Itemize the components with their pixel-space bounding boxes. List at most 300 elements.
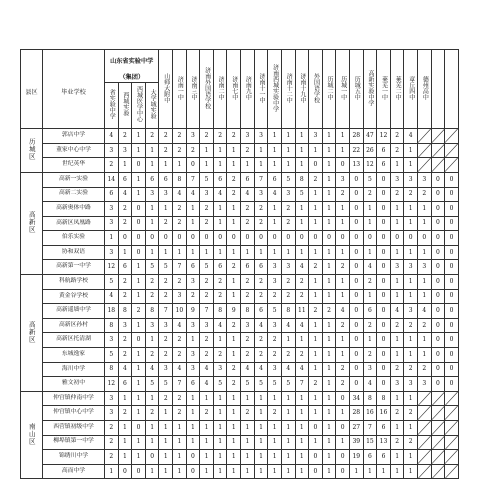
quota-cell: 1 — [363, 333, 377, 348]
quota-cell: 4 — [295, 318, 309, 333]
quota-cell: 6 — [268, 172, 282, 187]
quota-cell: 1 — [159, 450, 173, 465]
quota-cell: 1 — [132, 318, 146, 333]
quota-cell: 0 — [431, 216, 445, 231]
quota-cell: 12 — [105, 377, 119, 392]
quota-grid — [20, 49, 459, 479]
quota-cell: 0 — [132, 158, 146, 173]
school-name-cell: 仲宫镇仲南中学 — [43, 391, 105, 406]
column-header: 济南九中 — [241, 50, 255, 129]
quota-cell: 2 — [159, 129, 173, 144]
struck-cell — [431, 143, 445, 158]
quota-cell: 1 — [309, 275, 323, 290]
column-header: 济南外国语学校 — [200, 50, 214, 129]
school-name-cell: 黄金谷学校 — [43, 289, 105, 304]
quota-cell: 7 — [173, 377, 187, 392]
quota-cell: 1 — [186, 216, 200, 231]
quota-cell: 2 — [186, 143, 200, 158]
quota-cell: 3 — [118, 143, 132, 158]
quota-cell: 0 — [186, 464, 200, 479]
quota-cell: 1 — [200, 143, 214, 158]
quota-cell: 1 — [390, 289, 404, 304]
quota-cell: 5 — [200, 260, 214, 275]
quota-cell: 6 — [159, 172, 173, 187]
struck-cell — [418, 421, 432, 436]
quota-cell: 6 — [377, 421, 391, 436]
quota-cell: 1 — [145, 464, 159, 479]
quota-cell: 8 — [241, 304, 255, 319]
quota-cell: 8 — [363, 391, 377, 406]
quota-cell: 1 — [322, 406, 336, 421]
quota-cell: 1 — [227, 406, 241, 421]
quota-cell: 0 — [363, 231, 377, 246]
quota-cell: 0 — [431, 318, 445, 333]
struck-cell — [431, 158, 445, 173]
quota-cell: 1 — [173, 464, 187, 479]
school-name-cell: 海川中学 — [43, 362, 105, 377]
quota-cell: 1 — [173, 158, 187, 173]
quota-cell: 1 — [281, 464, 295, 479]
quota-cell: 1 — [132, 406, 146, 421]
quota-cell: 15 — [363, 435, 377, 450]
quota-cell: 1 — [281, 158, 295, 173]
quota-cell: 1 — [336, 245, 350, 260]
quota-cell: 1 — [241, 435, 255, 450]
quota-cell: 1 — [281, 450, 295, 465]
column-header: 历城二中 — [322, 50, 336, 129]
quota-cell: 1 — [254, 143, 268, 158]
quota-cell: 1 — [322, 377, 336, 392]
quota-cell: 4 — [173, 187, 187, 202]
quota-cell: 1 — [200, 464, 214, 479]
quota-cell: 5 — [145, 260, 159, 275]
quota-cell: 4 — [281, 362, 295, 377]
quota-cell: 0 — [349, 377, 363, 392]
quota-cell: 0 — [445, 348, 459, 363]
quota-cell: 1 — [254, 391, 268, 406]
quota-cell: 1 — [159, 202, 173, 217]
quota-cell: 2 — [227, 187, 241, 202]
quota-cell: 27 — [349, 421, 363, 436]
quota-cell: 2 — [309, 172, 323, 187]
quota-cell: 0 — [132, 216, 146, 231]
table-row — [21, 421, 459, 436]
quota-cell: 4 — [363, 377, 377, 392]
quota-cell: 1 — [322, 260, 336, 275]
quota-cell: 2 — [213, 348, 227, 363]
quota-cell: 2 — [254, 275, 268, 290]
group-sub-header: 大学城实验 — [145, 83, 159, 129]
quota-cell: 0 — [431, 231, 445, 246]
quota-cell: 2 — [241, 289, 255, 304]
quota-cell: 6 — [118, 172, 132, 187]
quota-cell: 3 — [105, 202, 119, 217]
quota-cell: 1 — [322, 289, 336, 304]
quota-cell: 1 — [186, 406, 200, 421]
quota-cell: 7 — [363, 421, 377, 436]
quota-cell: 3 — [390, 172, 404, 187]
quota-cell: 0 — [431, 289, 445, 304]
quota-cell: 5 — [105, 275, 119, 290]
quota-cell: 2 — [173, 333, 187, 348]
quota-cell: 1 — [404, 143, 418, 158]
struck-cell — [431, 464, 445, 479]
quota-cell: 2 — [105, 450, 119, 465]
quota-cell: 1 — [268, 202, 282, 217]
quota-cell: 1 — [322, 216, 336, 231]
quota-cell: 1 — [254, 245, 268, 260]
quota-cell: 4 — [145, 362, 159, 377]
quota-cell: 0 — [377, 318, 391, 333]
quota-cell: 0 — [377, 172, 391, 187]
quota-cell: 19 — [349, 450, 363, 465]
quota-cell: 3 — [254, 129, 268, 144]
quota-cell: 1 — [295, 143, 309, 158]
quota-cell: 2 — [145, 129, 159, 144]
quota-cell: 2 — [390, 187, 404, 202]
quota-cell: 5 — [159, 260, 173, 275]
table-row — [21, 435, 459, 450]
quota-cell: 0 — [349, 348, 363, 363]
column-header: 济南十九中 — [295, 50, 309, 129]
table-row — [21, 143, 459, 158]
column-header: 莱芜二中 — [390, 50, 404, 129]
group-sub-header: 西城实验 — [118, 83, 132, 129]
quota-cell: 0 — [309, 450, 323, 465]
quota-cell: 1 — [268, 216, 282, 231]
quota-cell: 2 — [227, 129, 241, 144]
quota-cell: 0 — [227, 231, 241, 246]
quota-cell: 3 — [105, 143, 119, 158]
quota-cell: 1 — [404, 333, 418, 348]
quota-cell: 0 — [145, 450, 159, 465]
school-name-cell: 伯乐实验 — [43, 231, 105, 246]
quota-cell: 0 — [431, 348, 445, 363]
school-header: 毕业学校 — [43, 50, 105, 129]
quota-cell: 2 — [390, 435, 404, 450]
quota-cell: 2 — [118, 406, 132, 421]
quota-cell: 3 — [241, 129, 255, 144]
quota-cell: 1 — [145, 216, 159, 231]
quota-cell: 0 — [309, 464, 323, 479]
column-header: 外国语学校 — [309, 50, 323, 129]
quota-cell: 3 — [268, 275, 282, 290]
quota-cell: 1 — [390, 464, 404, 479]
quota-cell: 3 — [404, 260, 418, 275]
quota-cell: 1 — [390, 348, 404, 363]
quota-cell: 4 — [186, 187, 200, 202]
quota-cell: 0 — [349, 318, 363, 333]
struck-cell — [445, 435, 459, 450]
quota-cell: 1 — [213, 216, 227, 231]
quota-cell: 3 — [159, 187, 173, 202]
quota-cell: 2 — [145, 406, 159, 421]
quota-cell: 2 — [118, 129, 132, 144]
quota-cell: 2 — [173, 202, 187, 217]
quota-cell: 3 — [173, 289, 187, 304]
quota-cell: 3 — [241, 318, 255, 333]
quota-cell: 2 — [241, 143, 255, 158]
quota-cell: 4 — [268, 187, 282, 202]
quota-cell: 39 — [349, 435, 363, 450]
quota-cell: 1 — [241, 421, 255, 436]
quota-cell: 1 — [118, 245, 132, 260]
quota-cell: 0 — [377, 245, 391, 260]
quota-cell: 1 — [159, 464, 173, 479]
quota-cell: 1 — [145, 202, 159, 217]
quota-cell: 0 — [445, 231, 459, 246]
quota-cell: 1 — [418, 202, 432, 217]
quota-cell: 0 — [132, 231, 146, 246]
quota-cell: 1 — [295, 464, 309, 479]
district-cell: 历城区 — [21, 129, 43, 173]
struck-cell — [445, 143, 459, 158]
quota-cell: 1 — [268, 245, 282, 260]
quota-cell: 1 — [159, 158, 173, 173]
quota-cell: 1 — [227, 421, 241, 436]
quota-cell: 1 — [404, 216, 418, 231]
quota-cell: 1 — [227, 216, 241, 231]
quota-cell: 1 — [254, 464, 268, 479]
quota-cell: 2 — [159, 391, 173, 406]
quota-cell: 3 — [186, 362, 200, 377]
quota-cell: 6 — [377, 450, 391, 465]
quota-cell: 1 — [186, 421, 200, 436]
quota-cell: 1 — [281, 435, 295, 450]
quota-cell: 4 — [390, 304, 404, 319]
quota-cell: 2 — [227, 318, 241, 333]
quota-cell: 0 — [377, 260, 391, 275]
quota-cell: 2 — [404, 406, 418, 421]
table-row — [21, 362, 459, 377]
column-header: 济南西城实验中学 — [268, 50, 282, 129]
quota-cell: 1 — [200, 421, 214, 436]
quota-cell: 1 — [390, 202, 404, 217]
quota-cell: 1 — [268, 143, 282, 158]
quota-cell: 5 — [254, 377, 268, 392]
quota-cell: 2 — [268, 406, 282, 421]
quota-cell: 1 — [390, 421, 404, 436]
quota-cell: 0 — [173, 231, 187, 246]
quota-cell: 4 — [105, 129, 119, 144]
quota-cell: 3 — [105, 406, 119, 421]
struck-cell — [418, 158, 432, 173]
quota-cell: 2 — [145, 289, 159, 304]
quota-cell: 0 — [349, 304, 363, 319]
quota-cell: 6 — [213, 172, 227, 187]
quota-cell: 0 — [132, 333, 146, 348]
quota-cell: 2 — [281, 202, 295, 217]
quota-cell: 2 — [336, 187, 350, 202]
quota-cell: 2 — [390, 129, 404, 144]
school-name-cell: 高新区凤凰路 — [43, 216, 105, 231]
quota-cell: 1 — [254, 406, 268, 421]
quota-cell: 3 — [200, 187, 214, 202]
quota-cell: 2 — [268, 333, 282, 348]
struck-cell — [431, 435, 445, 450]
quota-cell: 1 — [309, 245, 323, 260]
quota-cell: 0 — [445, 245, 459, 260]
quota-cell: 2 — [105, 158, 119, 173]
quota-cell: 5 — [295, 187, 309, 202]
quota-cell: 1 — [241, 464, 255, 479]
quota-cell: 1 — [390, 245, 404, 260]
quota-cell: 1 — [186, 245, 200, 260]
quota-cell: 2 — [173, 129, 187, 144]
quota-cell: 1 — [173, 421, 187, 436]
quota-cell: 3 — [336, 172, 350, 187]
quota-cell: 2 — [159, 333, 173, 348]
quota-cell: 0 — [377, 362, 391, 377]
quota-cell: 0 — [349, 245, 363, 260]
quota-cell: 3 — [268, 318, 282, 333]
quota-cell: 2 — [105, 435, 119, 450]
quota-cell: 1 — [268, 421, 282, 436]
quota-cell: 6 — [213, 260, 227, 275]
struck-cell — [431, 421, 445, 436]
quota-cell: 1 — [322, 158, 336, 173]
quota-cell: 1 — [418, 245, 432, 260]
school-name-cell: 西营镇初级中学 — [43, 421, 105, 436]
quota-cell: 3 — [105, 391, 119, 406]
quota-cell: 2 — [213, 289, 227, 304]
quota-cell: 0 — [377, 231, 391, 246]
school-name-cell: 高而中学 — [43, 464, 105, 479]
quota-cell: 0 — [186, 450, 200, 465]
quota-cell: 1 — [186, 333, 200, 348]
quota-cell: 1 — [309, 318, 323, 333]
quota-cell: 5 — [363, 172, 377, 187]
quota-cell: 2 — [241, 333, 255, 348]
quota-cell: 1 — [227, 333, 241, 348]
table-row — [21, 129, 459, 144]
school-name-cell: 高新第一中学 — [43, 260, 105, 275]
quota-cell: 3 — [145, 318, 159, 333]
quota-cell: 4 — [118, 362, 132, 377]
quota-cell: 1 — [404, 450, 418, 465]
quota-cell: 0 — [322, 231, 336, 246]
table-row — [21, 348, 459, 363]
quota-cell: 4 — [295, 362, 309, 377]
quota-cell: 1 — [404, 348, 418, 363]
quota-cell: 34 — [349, 391, 363, 406]
quota-cell: 1 — [186, 202, 200, 217]
quota-cell: 1 — [295, 245, 309, 260]
quota-cell: 2 — [336, 260, 350, 275]
table-row — [21, 275, 459, 290]
struck-cell — [431, 391, 445, 406]
quota-cell: 1 — [363, 202, 377, 217]
quota-cell: 2 — [173, 275, 187, 290]
quota-cell: 0 — [309, 421, 323, 436]
quota-cell: 1 — [404, 391, 418, 406]
school-name-cell: 高新二实验 — [43, 187, 105, 202]
table-row — [21, 391, 459, 406]
quota-cell: 7 — [200, 304, 214, 319]
quota-cell: 1 — [418, 348, 432, 363]
quota-cell: 22 — [349, 143, 363, 158]
quota-cell: 0 — [445, 172, 459, 187]
quota-cell: 6 — [363, 304, 377, 319]
quota-cell: 1 — [268, 158, 282, 173]
column-header: 章丘四中 — [404, 50, 418, 129]
quota-cell: 1 — [404, 275, 418, 290]
quota-cell: 5 — [200, 172, 214, 187]
quota-cell: 2 — [200, 129, 214, 144]
quota-cell: 1 — [322, 187, 336, 202]
quota-cell: 1 — [227, 158, 241, 173]
quota-cell: 1 — [241, 450, 255, 465]
quota-cell: 1 — [213, 391, 227, 406]
quota-cell: 0 — [200, 231, 214, 246]
quota-cell: 0 — [336, 231, 350, 246]
quota-cell: 9 — [227, 304, 241, 319]
quota-cell: 1 — [404, 421, 418, 436]
quota-cell: 1 — [336, 129, 350, 144]
quota-cell: 0 — [445, 216, 459, 231]
table-row — [21, 187, 459, 202]
quota-cell: 1 — [159, 435, 173, 450]
table-row — [21, 216, 459, 231]
quota-cell: 7 — [186, 172, 200, 187]
quota-cell: 0 — [295, 231, 309, 246]
quota-cell: 1 — [336, 202, 350, 217]
quota-cell: 7 — [295, 377, 309, 392]
quota-cell: 1 — [336, 333, 350, 348]
quota-cell: 2 — [390, 362, 404, 377]
quota-cell: 1 — [295, 202, 309, 217]
quota-cell: 2 — [254, 216, 268, 231]
quota-cell: 1 — [390, 275, 404, 290]
column-header: 济南二中 — [213, 50, 227, 129]
quota-cell: 2 — [213, 129, 227, 144]
quota-cell: 2 — [173, 143, 187, 158]
quota-cell: 3 — [390, 260, 404, 275]
struck-cell — [445, 158, 459, 173]
quota-cell: 1 — [213, 421, 227, 436]
quota-cell: 1 — [159, 245, 173, 260]
quota-cell: 1 — [241, 245, 255, 260]
quota-cell: 28 — [349, 129, 363, 144]
quota-cell: 0 — [445, 333, 459, 348]
quota-cell: 1 — [322, 421, 336, 436]
quota-cell: 8 — [377, 391, 391, 406]
quota-cell: 2 — [213, 275, 227, 290]
column-header: 德州高中 — [418, 50, 432, 129]
quota-cell: 1 — [322, 362, 336, 377]
quota-cell: 13 — [377, 435, 391, 450]
quota-cell: 1 — [145, 158, 159, 173]
quota-cell: 6 — [241, 260, 255, 275]
quota-cell: 2 — [268, 289, 282, 304]
quota-cell: 3 — [268, 260, 282, 275]
quota-cell: 1 — [254, 435, 268, 450]
group-sub-header: 省实验中学 — [105, 83, 119, 129]
quota-cell: 4 — [200, 377, 214, 392]
quota-cell: 0 — [445, 202, 459, 217]
quota-cell: 3 — [281, 260, 295, 275]
quota-cell: 0 — [186, 231, 200, 246]
quota-cell: 1 — [390, 158, 404, 173]
quota-cell: 1 — [418, 333, 432, 348]
quota-cell: 1 — [404, 464, 418, 479]
quota-cell: 0 — [186, 158, 200, 173]
quota-cell: 2 — [404, 318, 418, 333]
quota-cell: 6 — [254, 260, 268, 275]
quota-cell: 2 — [390, 143, 404, 158]
quota-cell: 2 — [227, 172, 241, 187]
quota-cell: 8 — [145, 304, 159, 319]
